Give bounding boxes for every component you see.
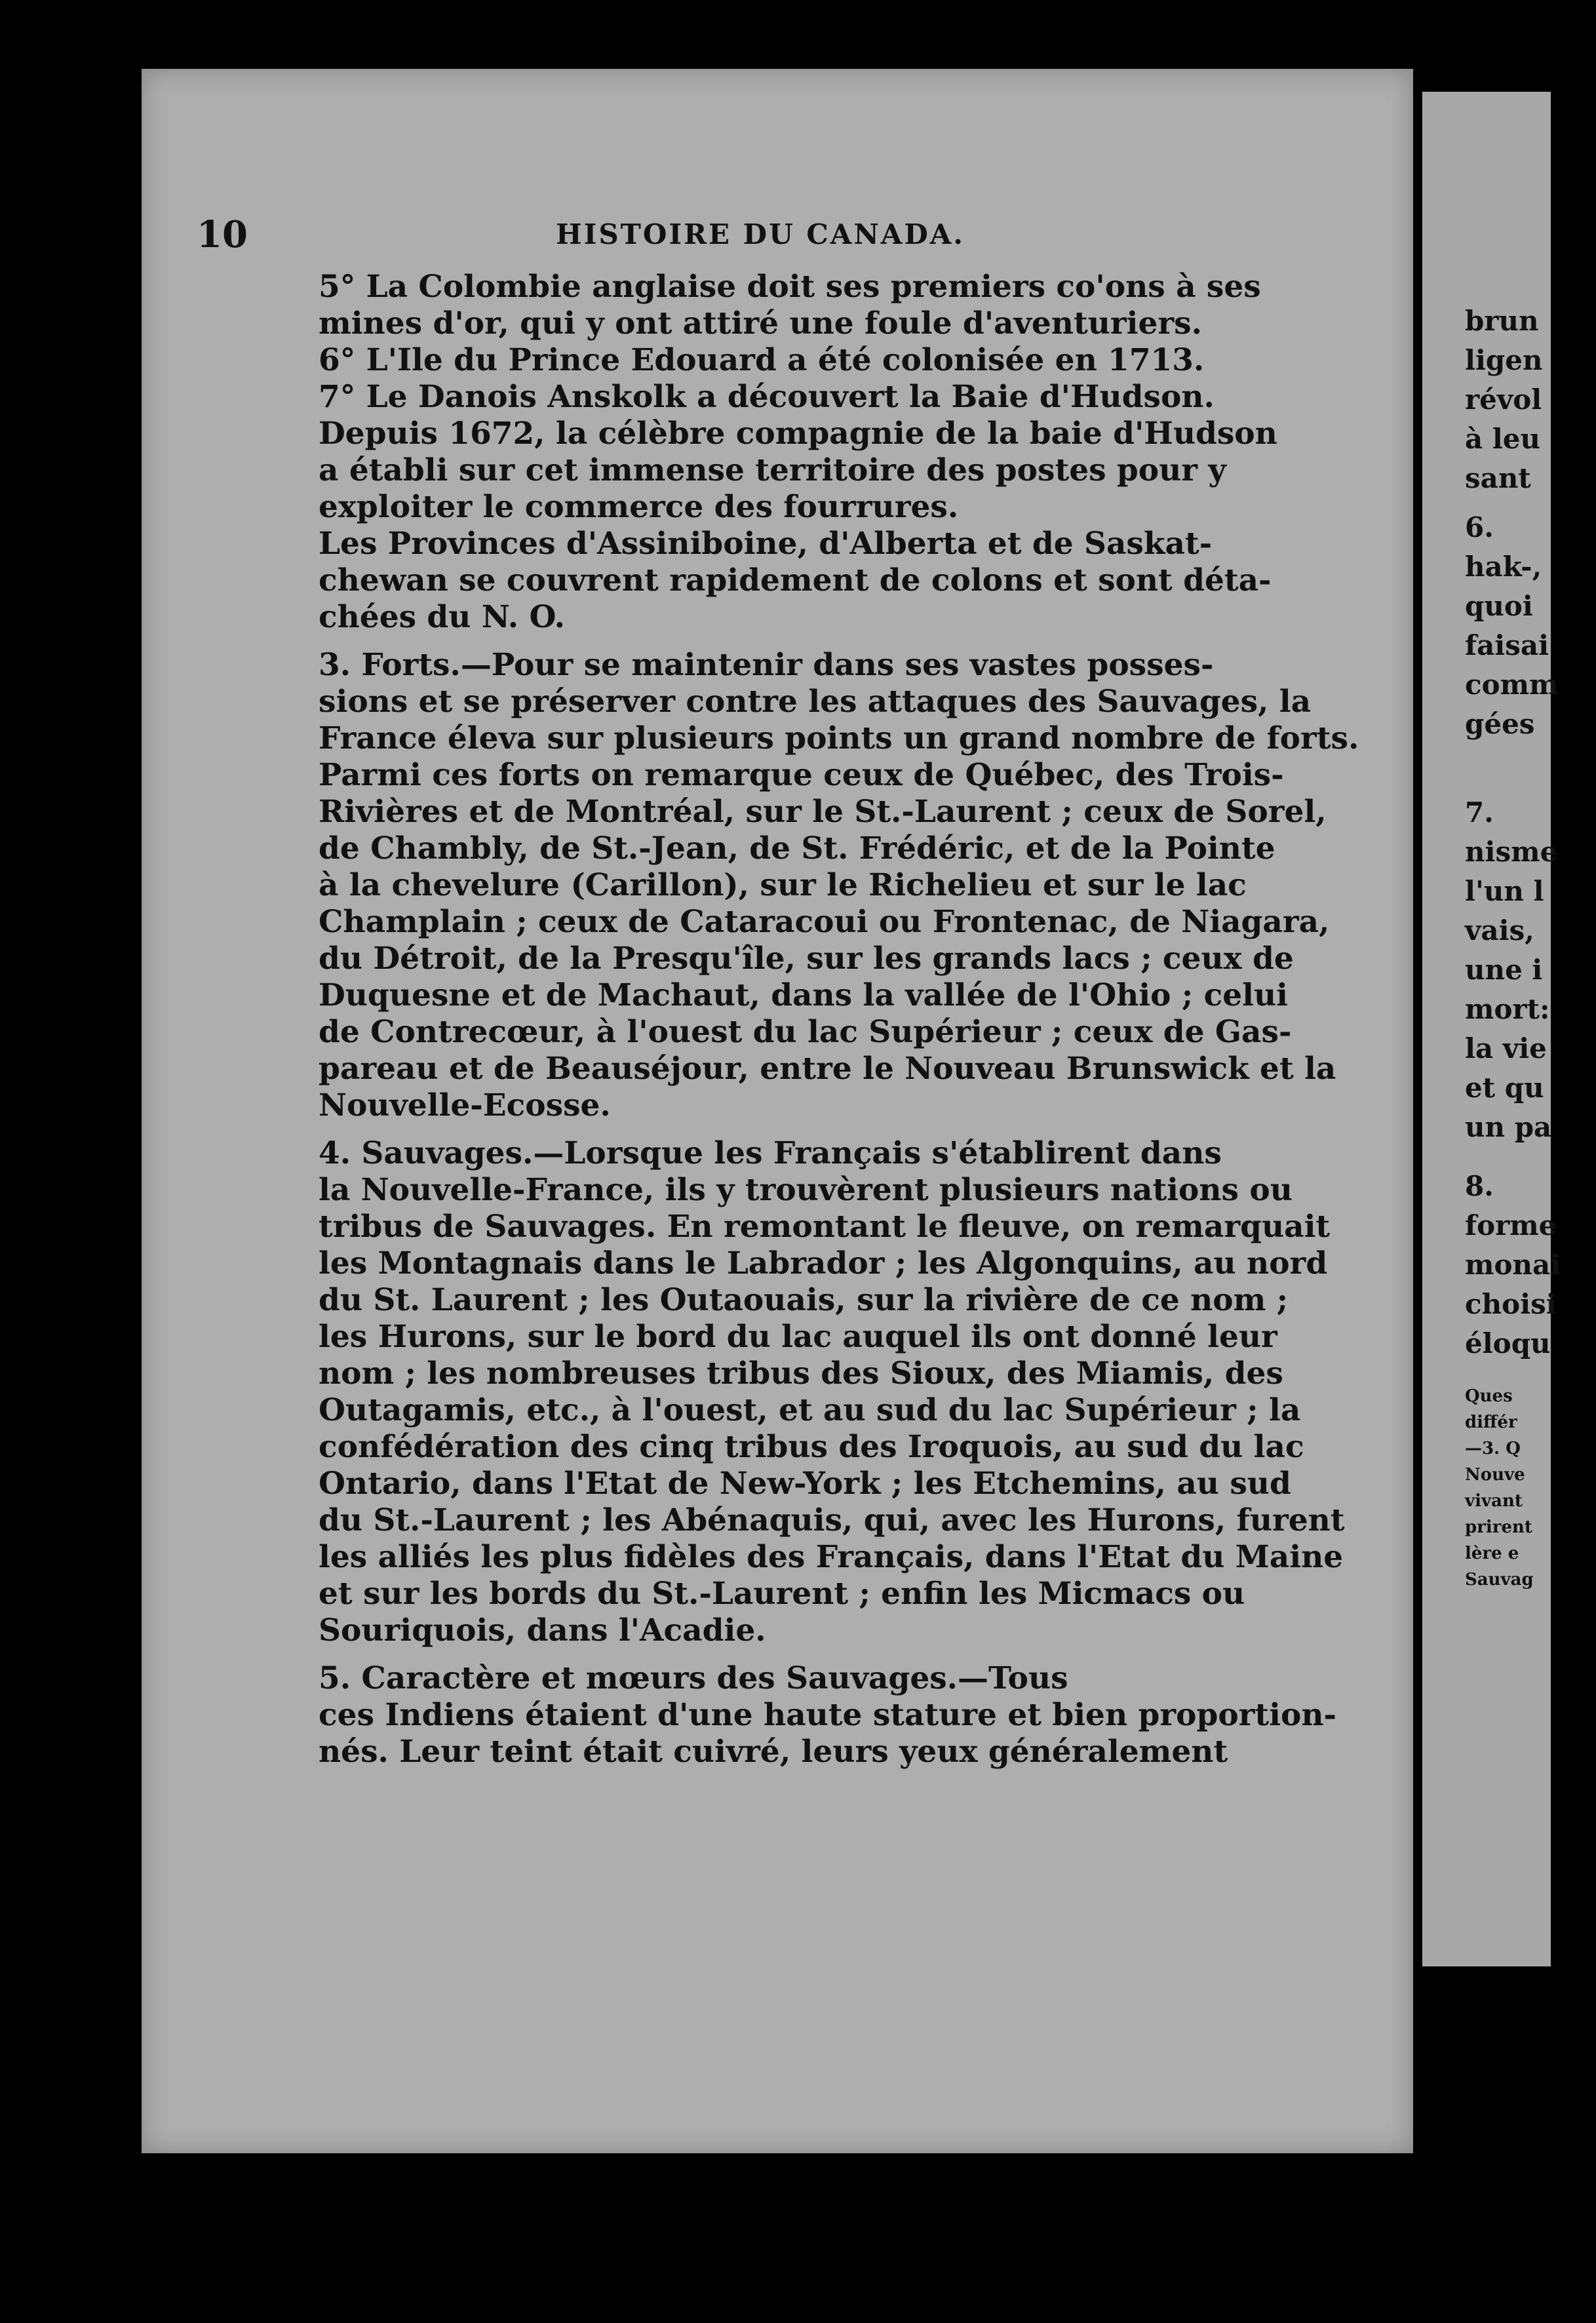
fragment: Ques — [1465, 1386, 1513, 1406]
text-line: du St.-Laurent ; les Abénaquis, qui, avec les Hurons, furent — [319, 1502, 1345, 1538]
text-line: tribus de Sauvages. En remontant le fleuve, on remarquait — [319, 1209, 1331, 1245]
section-heading-line: 3. Forts.—Pour se maintenir dans ses vastes posses- — [319, 647, 1214, 683]
fragment: mort: — [1465, 993, 1550, 1025]
paragraph-gap — [319, 1124, 1333, 1135]
running-title: HISTOIRE DU CANADA. — [556, 218, 965, 250]
text-line: chées du N. O. — [319, 599, 566, 635]
text-line: de Contrecœur, à l'ouest du lac Supérieur ; ceux de Gas- — [319, 1014, 1292, 1050]
fragment: nisme — [1465, 836, 1558, 868]
fragment: éloqu — [1465, 1327, 1551, 1359]
text-line: les Hurons, sur le bord du lac auquel ils ont donné leur — [319, 1319, 1277, 1355]
text-line: Nouvelle-Ecosse. — [319, 1087, 611, 1123]
page-header — [197, 213, 1324, 256]
text-line: 5° La Colombie anglaise doit ses premiers co'ons à ses — [319, 269, 1261, 305]
section-heading-line: 5. Caractère et mœurs des Sauvages.—Tous — [319, 1660, 1068, 1696]
fragment: gées — [1465, 708, 1535, 740]
text-line: Outagamis, etc., à l'ouest, et au sud du lac Supérieur ; la — [319, 1392, 1301, 1428]
fragment: une i — [1465, 954, 1543, 986]
text-line: France éleva sur plusieurs points un grand nombre de forts. — [319, 720, 1359, 756]
fragment: révol — [1465, 383, 1542, 416]
text-line: nés. Leur teint était cuivré, leurs yeux généralement — [319, 1734, 1228, 1770]
page-number: 10 — [197, 213, 248, 256]
fragment: prirent — [1465, 1517, 1532, 1537]
fragment: forme — [1465, 1209, 1557, 1241]
fragment: lère e — [1465, 1544, 1519, 1563]
fragment: —3. Q — [1465, 1439, 1521, 1458]
text-line: confédération des cinq tribus des Iroquois, au sud du lac — [319, 1429, 1304, 1465]
text-line: Depuis 1672, la célèbre compagnie de la baie d'Hudson — [319, 416, 1277, 452]
body-text — [319, 269, 1359, 1770]
fragment: un pa — [1465, 1111, 1552, 1143]
text-line: 6° L'Ile du Prince Edouard a été colonisée en 1713. — [319, 342, 1205, 378]
fragment: différ — [1465, 1413, 1517, 1432]
text-line: Souriquois, dans l'Acadie. — [319, 1612, 766, 1649]
text-line: chewan se couvrent rapidement de colons et sont déta- — [319, 562, 1272, 598]
paragraph-gap — [319, 636, 1333, 647]
paragraph-gap — [319, 1649, 1333, 1660]
text-line: Parmi ces forts on remarque ceux de Québec, des Trois- — [319, 757, 1284, 793]
text-line: du St. Laurent ; les Outaouais, sur la rivière de ce nom ; — [319, 1282, 1289, 1318]
text-line: les alliés les plus fidèles des Français, dans l'Etat du Maine — [319, 1539, 1344, 1575]
fragment: l'un l — [1465, 875, 1544, 907]
fragment: sant — [1465, 462, 1531, 494]
text-line: a établi sur cet immense territoire des postes pour y — [319, 452, 1226, 488]
text-line: Champlain ; ceux de Cataracoui ou Frontenac, de Niagara, — [319, 904, 1330, 940]
text-line: nom ; les nombreuses tribus des Sioux, des Miamis, des — [319, 1356, 1283, 1392]
text-line: et sur les bords du St.-Laurent ; enfin les Micmacs ou — [319, 1576, 1245, 1612]
text-line: 7° Le Danois Anskolk a découvert la Baie d'Hudson. — [319, 379, 1215, 415]
fragment: Nouve — [1465, 1465, 1525, 1485]
fragment: comm — [1465, 669, 1559, 701]
text-line: pareau et de Beauséjour, entre le Nouveau Brunswick et la — [319, 1051, 1336, 1087]
text-line: les Montagnais dans le Labrador ; les Algonquins, au nord — [319, 1245, 1328, 1281]
adjacent-page-edge — [1422, 92, 1561, 1966]
section-heading-line: 4. Sauvages.—Lorsque les Français s'établirent dans — [319, 1135, 1222, 1171]
text-line: Rivières et de Montréal, sur le St.-Laurent ; ceux de Sorel, — [319, 794, 1327, 830]
fragment: hak-, — [1465, 551, 1542, 583]
fragment: faisai — [1465, 629, 1549, 661]
fragment: monai — [1465, 1249, 1561, 1281]
text-line: mines d'or, qui y ont attiré une foule d'aventuriers. — [319, 305, 1202, 342]
fragment: vivant — [1465, 1491, 1523, 1511]
fragment: à leu — [1465, 423, 1541, 455]
fragment: 7. — [1465, 796, 1494, 829]
fragment: la vie — [1465, 1032, 1547, 1064]
text-line: Les Provinces d'Assiniboine, d'Alberta et de Saskat- — [319, 526, 1213, 562]
fragment: choisi — [1465, 1288, 1557, 1320]
fragment: vais, — [1465, 914, 1534, 947]
text-line: exploiter le commerce des fourrures. — [319, 489, 959, 525]
fragment: Sauvag — [1465, 1570, 1534, 1590]
fragment: 6. — [1465, 511, 1494, 543]
fragment: quoi — [1465, 590, 1533, 622]
text-line: ces Indiens étaient d'une haute stature et bien proportion- — [319, 1697, 1337, 1733]
fragment: ligen — [1465, 344, 1543, 376]
text-line: du Détroit, de la Presqu'île, sur les grands lacs ; ceux de — [319, 941, 1294, 977]
text-line: Duquesne et de Machaut, dans la vallée de l'Ohio ; celui — [319, 977, 1288, 1013]
text-line: de Chambly, de St.-Jean, de St. Frédéric, et de la Pointe — [319, 830, 1275, 867]
fragment: brun — [1465, 305, 1539, 337]
fragment: et qu — [1465, 1072, 1544, 1104]
text-line: Ontario, dans l'Etat de New-York ; les Etchemins, au sud — [319, 1466, 1291, 1502]
text-line: à la chevelure (Carillon), sur le Richelieu et sur le lac — [319, 867, 1247, 903]
fragment: 8. — [1465, 1170, 1494, 1202]
text-line: la Nouvelle-France, ils y trouvèrent plusieurs nations ou — [319, 1172, 1293, 1208]
text-line: sions et se préserver contre les attaques des Sauvages, la — [319, 684, 1312, 720]
